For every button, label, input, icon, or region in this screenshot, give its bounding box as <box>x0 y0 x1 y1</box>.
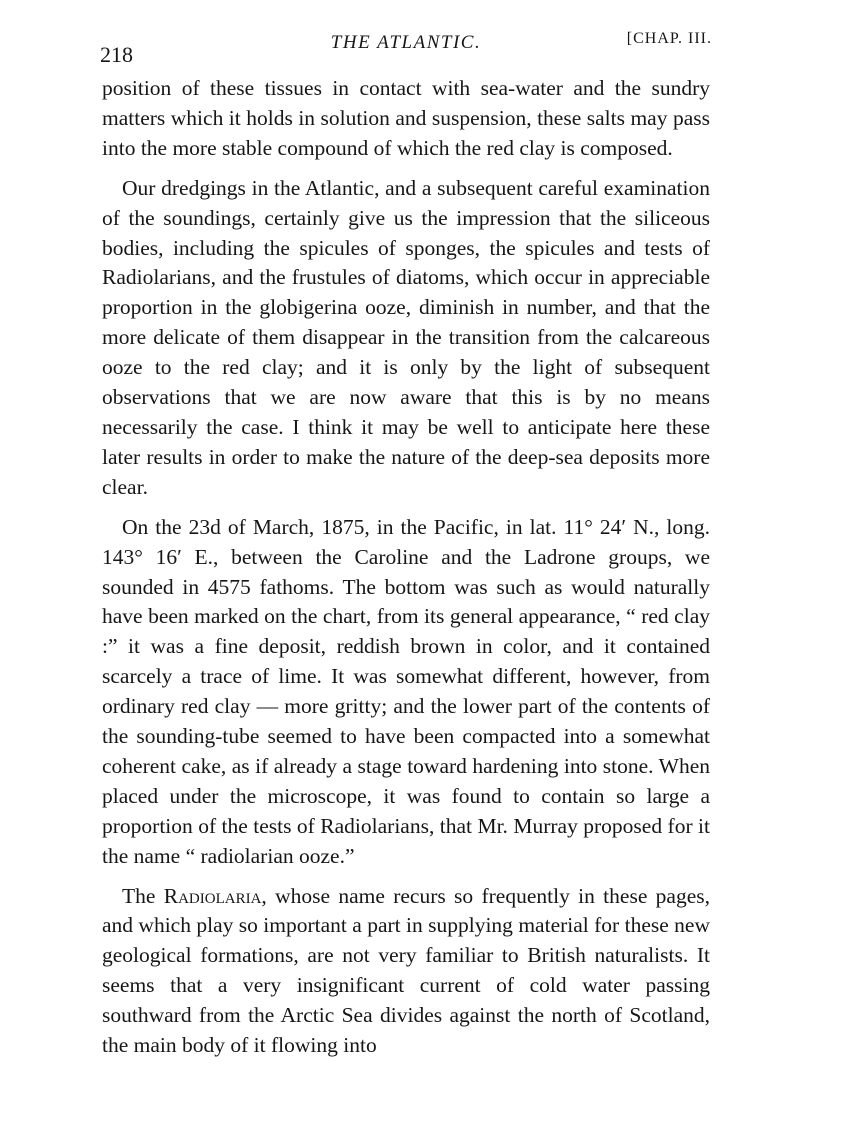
chapter-marker: [CHAP. III. <box>626 30 712 47</box>
paragraph-4-lead: The <box>122 883 156 908</box>
page-number: 218 <box>100 42 133 67</box>
paragraph-4 <box>102 882 710 1061</box>
body-text <box>102 74 710 1071</box>
paragraph-4-text: , whose name recurs so frequently in these pages, and which play so important a part in supplying material for these new geological formations, are not very familiar to British naturalists. It seems that a very insignificant current of cold water passing southward from the Arctic Sea divides against the north of Scotland, the main body of it flowing into <box>102 883 710 1058</box>
paragraph-2: Our dredgings in the Atlantic, and a subsequent careful examination of the soundings, certainly give us the impression that the siliceous bodies, including the spicules of sponges, the spicules and tests of Radiolarians, and the frustules of diatoms, which occur in appreciable proportion in the globigerina ooze, diminish in number, and that the more delicate of them disappear in the transition from the calcareous ooze to the red clay; and it is only by the light of subsequent observations that we are now aware that this is by no means necessarily the case. I think it may be well to anticipate here these later results in order to make the nature of the deep-sea deposits more clear. <box>102 175 710 499</box>
paragraph-3: On the 23d of March, 1875, in the Pacific, in lat. 11° 24′ N., long. 143° 16′ E., between the Caroline and the Ladrone groups, we sounded in 4575 fathoms. The bottom was such as would naturally have been marked on the chart, from its general appearance, “ red clay :” it was a fine deposit, reddish brown in color, and it contained scarcely a trace of lime. It was somewhat different, however, from ordinary red clay — more gritty; and the lower part of the contents of the sounding-tube seemed to have been compacted into a somewhat coherent cake, as if already a stage toward hardening into stone. When placed under the microscope, it was found to contain so large a proportion of the tests of Radiolarians, that Mr. Murray proposed for it the name “ radiolarian ooze.” <box>102 514 710 868</box>
radiolaria-term: Radiolaria <box>163 883 262 908</box>
paragraph-1: position of these tissues in contact with sea-water and the sundry matters which it holds in solution and suspension, these salts may pass into the more stable compound of which the red clay is composed. <box>102 76 710 160</box>
running-title: THE ATLANTIC. <box>330 32 482 53</box>
page-header <box>100 30 712 70</box>
